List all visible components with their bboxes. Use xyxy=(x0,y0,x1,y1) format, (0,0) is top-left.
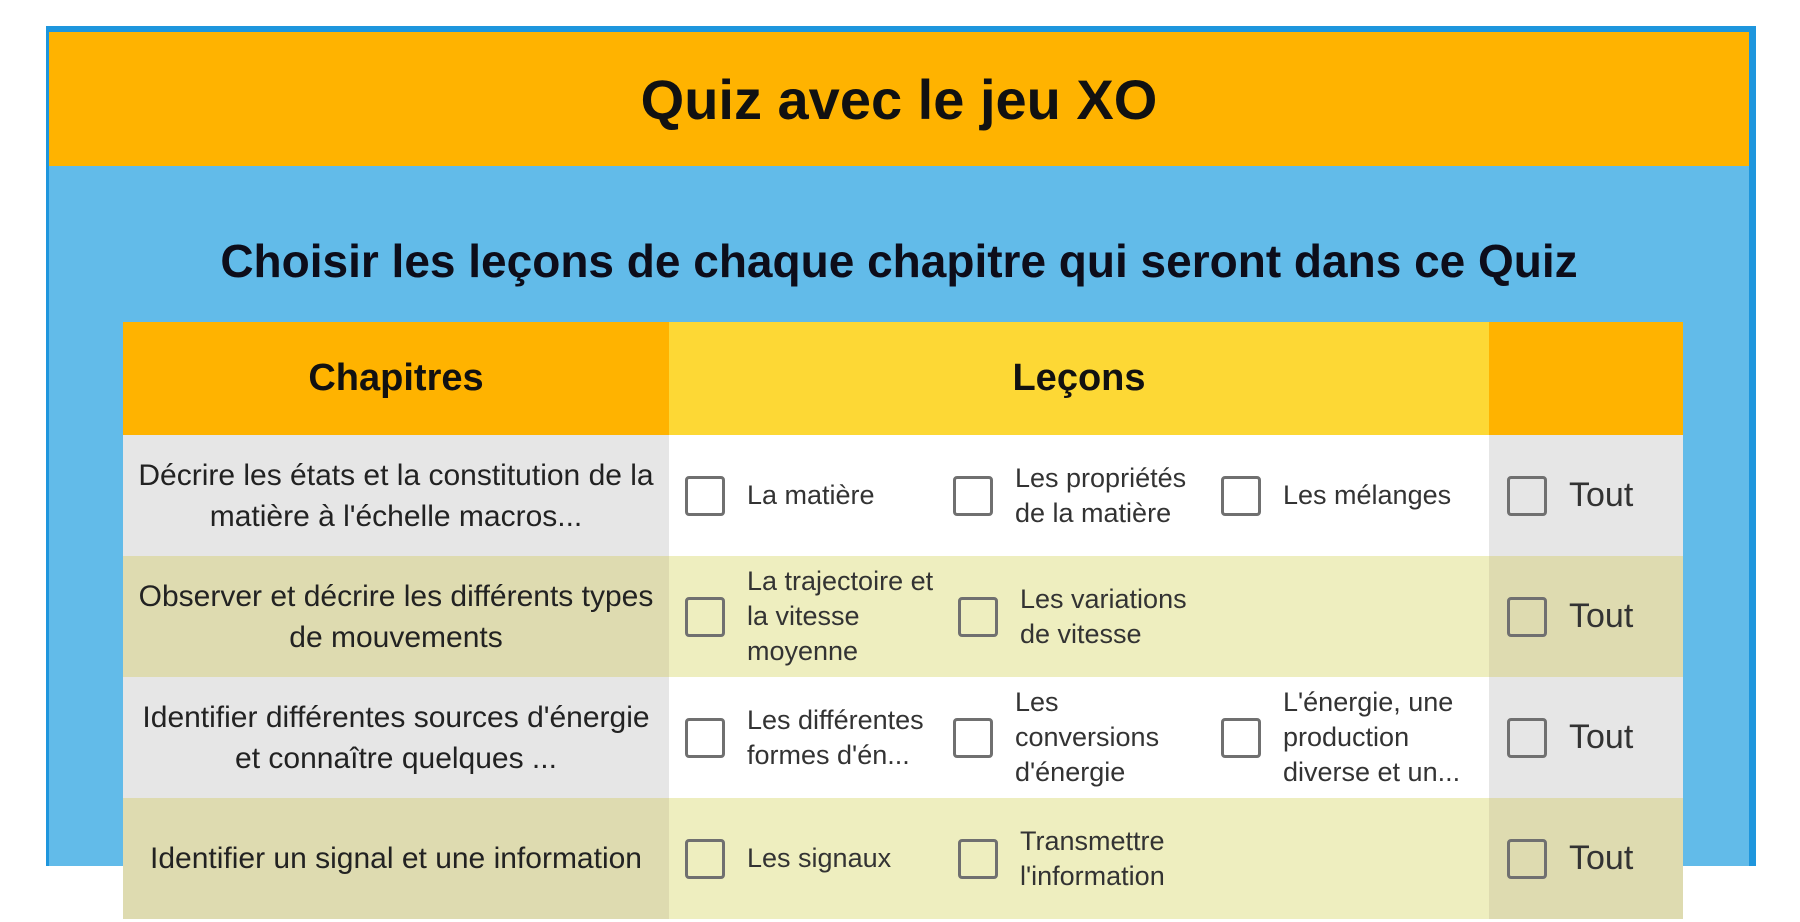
lesson-checkbox[interactable] xyxy=(958,597,998,637)
table-row xyxy=(123,798,1683,919)
lesson-label[interactable]: La trajectoire et la vitesse moyenne xyxy=(747,566,934,666)
lessons-cell xyxy=(669,798,1489,919)
lesson-label[interactable]: Les différentes formes d'én... xyxy=(747,704,924,770)
lesson-label[interactable]: Transmettre l'information xyxy=(1020,825,1165,891)
lesson-label[interactable]: Les variations de vitesse xyxy=(1020,583,1187,649)
lesson-label[interactable]: Les propriétés de la matière xyxy=(1015,462,1187,528)
page-subtitle: Choisir les leçons de chaque chapitre qui seront dans ce Quiz xyxy=(220,235,1578,287)
column-header-all xyxy=(1489,322,1683,435)
lesson-checkbox[interactable] xyxy=(685,597,725,637)
select-all-cell xyxy=(1489,435,1683,556)
lesson-item xyxy=(1221,476,1489,516)
lesson-label[interactable]: Les mélanges xyxy=(1283,480,1452,510)
chapter-label: Observer et décrire les différents types de mouvements xyxy=(138,579,654,654)
lesson-checkbox[interactable] xyxy=(958,839,998,879)
lesson-item xyxy=(685,703,953,773)
lessons-cell xyxy=(669,677,1489,798)
lesson-item xyxy=(953,461,1221,531)
table-row xyxy=(123,677,1683,798)
lesson-checkbox[interactable] xyxy=(1221,476,1261,516)
lesson-item xyxy=(958,582,1231,652)
select-all-label[interactable]: Tout xyxy=(1569,839,1634,877)
chapter-label: Identifier différentes sources d'énergie et connaître quelques ... xyxy=(142,700,650,775)
chapter-cell xyxy=(123,556,669,677)
table-row xyxy=(123,435,1683,556)
lesson-checkbox[interactable] xyxy=(685,476,725,516)
lesson-item xyxy=(958,824,1231,894)
lesson-checkbox[interactable] xyxy=(953,476,993,516)
lesson-checkbox[interactable] xyxy=(1221,718,1261,758)
lesson-checkbox[interactable] xyxy=(953,718,993,758)
lessons-table xyxy=(123,322,1683,922)
lesson-label[interactable]: Les signaux xyxy=(747,843,892,873)
lesson-checkbox[interactable] xyxy=(685,839,725,879)
select-all-cell xyxy=(1489,798,1683,919)
select-all-checkbox[interactable] xyxy=(1507,597,1547,637)
app-header xyxy=(49,32,1749,166)
app-window xyxy=(46,26,1756,891)
select-all-label[interactable]: Tout xyxy=(1569,476,1634,514)
chapter-cell xyxy=(123,677,669,798)
column-header-chapters: Chapitres xyxy=(123,322,669,435)
lesson-item xyxy=(685,476,953,516)
chapter-label: Identifier un signal et une information xyxy=(150,842,642,875)
lesson-label[interactable]: L'énergie, une production diverse et un... xyxy=(1283,687,1461,787)
select-all-checkbox[interactable] xyxy=(1507,839,1547,879)
select-all-checkbox[interactable] xyxy=(1507,476,1547,516)
lesson-label[interactable]: Les conversions d'énergie xyxy=(1015,687,1160,787)
column-header-lessons: Leçons xyxy=(669,322,1489,435)
select-all-checkbox[interactable] xyxy=(1507,718,1547,758)
chapter-cell xyxy=(123,435,669,556)
select-all-cell xyxy=(1489,677,1683,798)
select-all-label[interactable]: Tout xyxy=(1569,597,1634,635)
select-all-cell xyxy=(1489,556,1683,677)
lesson-checkbox[interactable] xyxy=(685,718,725,758)
lesson-item xyxy=(685,839,958,879)
lesson-item xyxy=(953,685,1221,790)
select-all-label[interactable]: Tout xyxy=(1569,718,1634,756)
table-header xyxy=(123,322,1683,435)
lessons-cell xyxy=(669,556,1489,677)
lesson-item xyxy=(685,564,958,669)
lessons-cell xyxy=(669,435,1489,556)
lesson-label[interactable]: La matière xyxy=(747,480,875,510)
lesson-item xyxy=(1221,685,1489,790)
app-title: Quiz avec le jeu XO xyxy=(640,67,1158,131)
chapter-cell xyxy=(123,798,669,919)
chapter-label: Décrire les états et la constitution de la matière à l'échelle macros... xyxy=(138,458,654,533)
table-row xyxy=(123,556,1683,677)
